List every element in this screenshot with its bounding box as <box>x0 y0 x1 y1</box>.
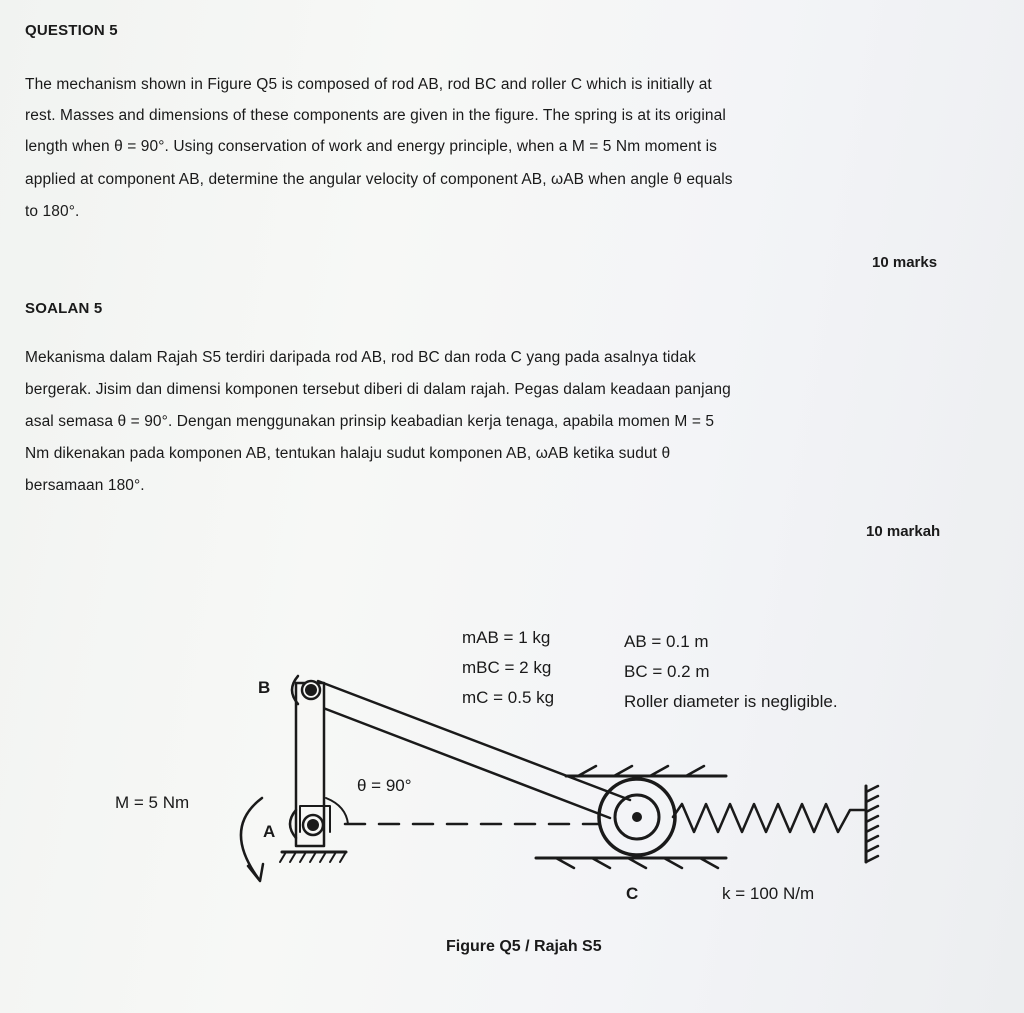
figure-caption: Figure Q5 / Rajah S5 <box>446 938 602 955</box>
question-line: to 180°. <box>25 203 80 220</box>
spring-constant-label: k = 100 N/m <box>722 884 815 903</box>
label-b: B <box>258 678 271 697</box>
mass-bc: mBC = 2 kg <box>462 658 552 677</box>
label-a: A <box>263 822 276 841</box>
spring <box>673 804 866 832</box>
angle-label: θ = 90° <box>357 776 412 795</box>
soalan-heading: SOALAN 5 <box>25 300 103 317</box>
roller-c-pin <box>632 812 642 822</box>
soalan-line: bergerak. Jisim dan dimensi komponen tersebut diberi di dalam rajah. Pegas dalam keadaan panjang <box>25 381 731 398</box>
marks-label: 10 marks <box>872 254 938 271</box>
mass-ab: mAB = 1 kg <box>462 628 551 647</box>
roller-note: Roller diameter is negligible. <box>624 692 838 711</box>
soalan-line: Nm dikenakan pada komponen AB, tentukan halaju sudut komponen AB, ωAB ketika sudut θ <box>25 445 671 462</box>
length-ab: AB = 0.1 m <box>624 632 709 651</box>
soalan-line: Mekanisma dalam Rajah S5 terdiri daripada rod AB, rod BC dan roda C yang pada asalnya tidak <box>25 349 696 366</box>
mass-c: mC = 0.5 kg <box>462 688 555 707</box>
soalan-line: bersamaan 180°. <box>25 477 145 494</box>
markah-label: 10 markah <box>866 523 941 540</box>
length-bc: BC = 0.2 m <box>624 662 710 681</box>
wall-hatch <box>866 786 878 862</box>
question-line: rest. Masses and dimensions of these components are given in the figure. The spring is at its original <box>25 107 726 124</box>
label-c: C <box>626 884 639 903</box>
moment-arrow <box>241 798 262 878</box>
question-heading: QUESTION 5 <box>25 22 118 39</box>
question-line: The mechanism shown in Figure Q5 is composed of rod AB, rod BC and roller C which is initially at <box>25 76 712 93</box>
moment-label: M = 5 Nm <box>115 793 190 812</box>
rod-bc-edge <box>318 706 610 818</box>
question-line: length when θ = 90°. Using conservation of work and energy principle, when a M = 5 Nm moment is <box>25 138 718 155</box>
soalan-line: asal semasa θ = 90°. Dengan menggunakan prinsip keabadian kerja tenaga, apabila momen M = 5 <box>25 413 715 430</box>
question-line: applied at component AB, determine the angular velocity of component AB, ωAB when angle θ equals <box>25 171 733 188</box>
pin-a <box>307 819 319 831</box>
pin-b <box>305 684 317 696</box>
